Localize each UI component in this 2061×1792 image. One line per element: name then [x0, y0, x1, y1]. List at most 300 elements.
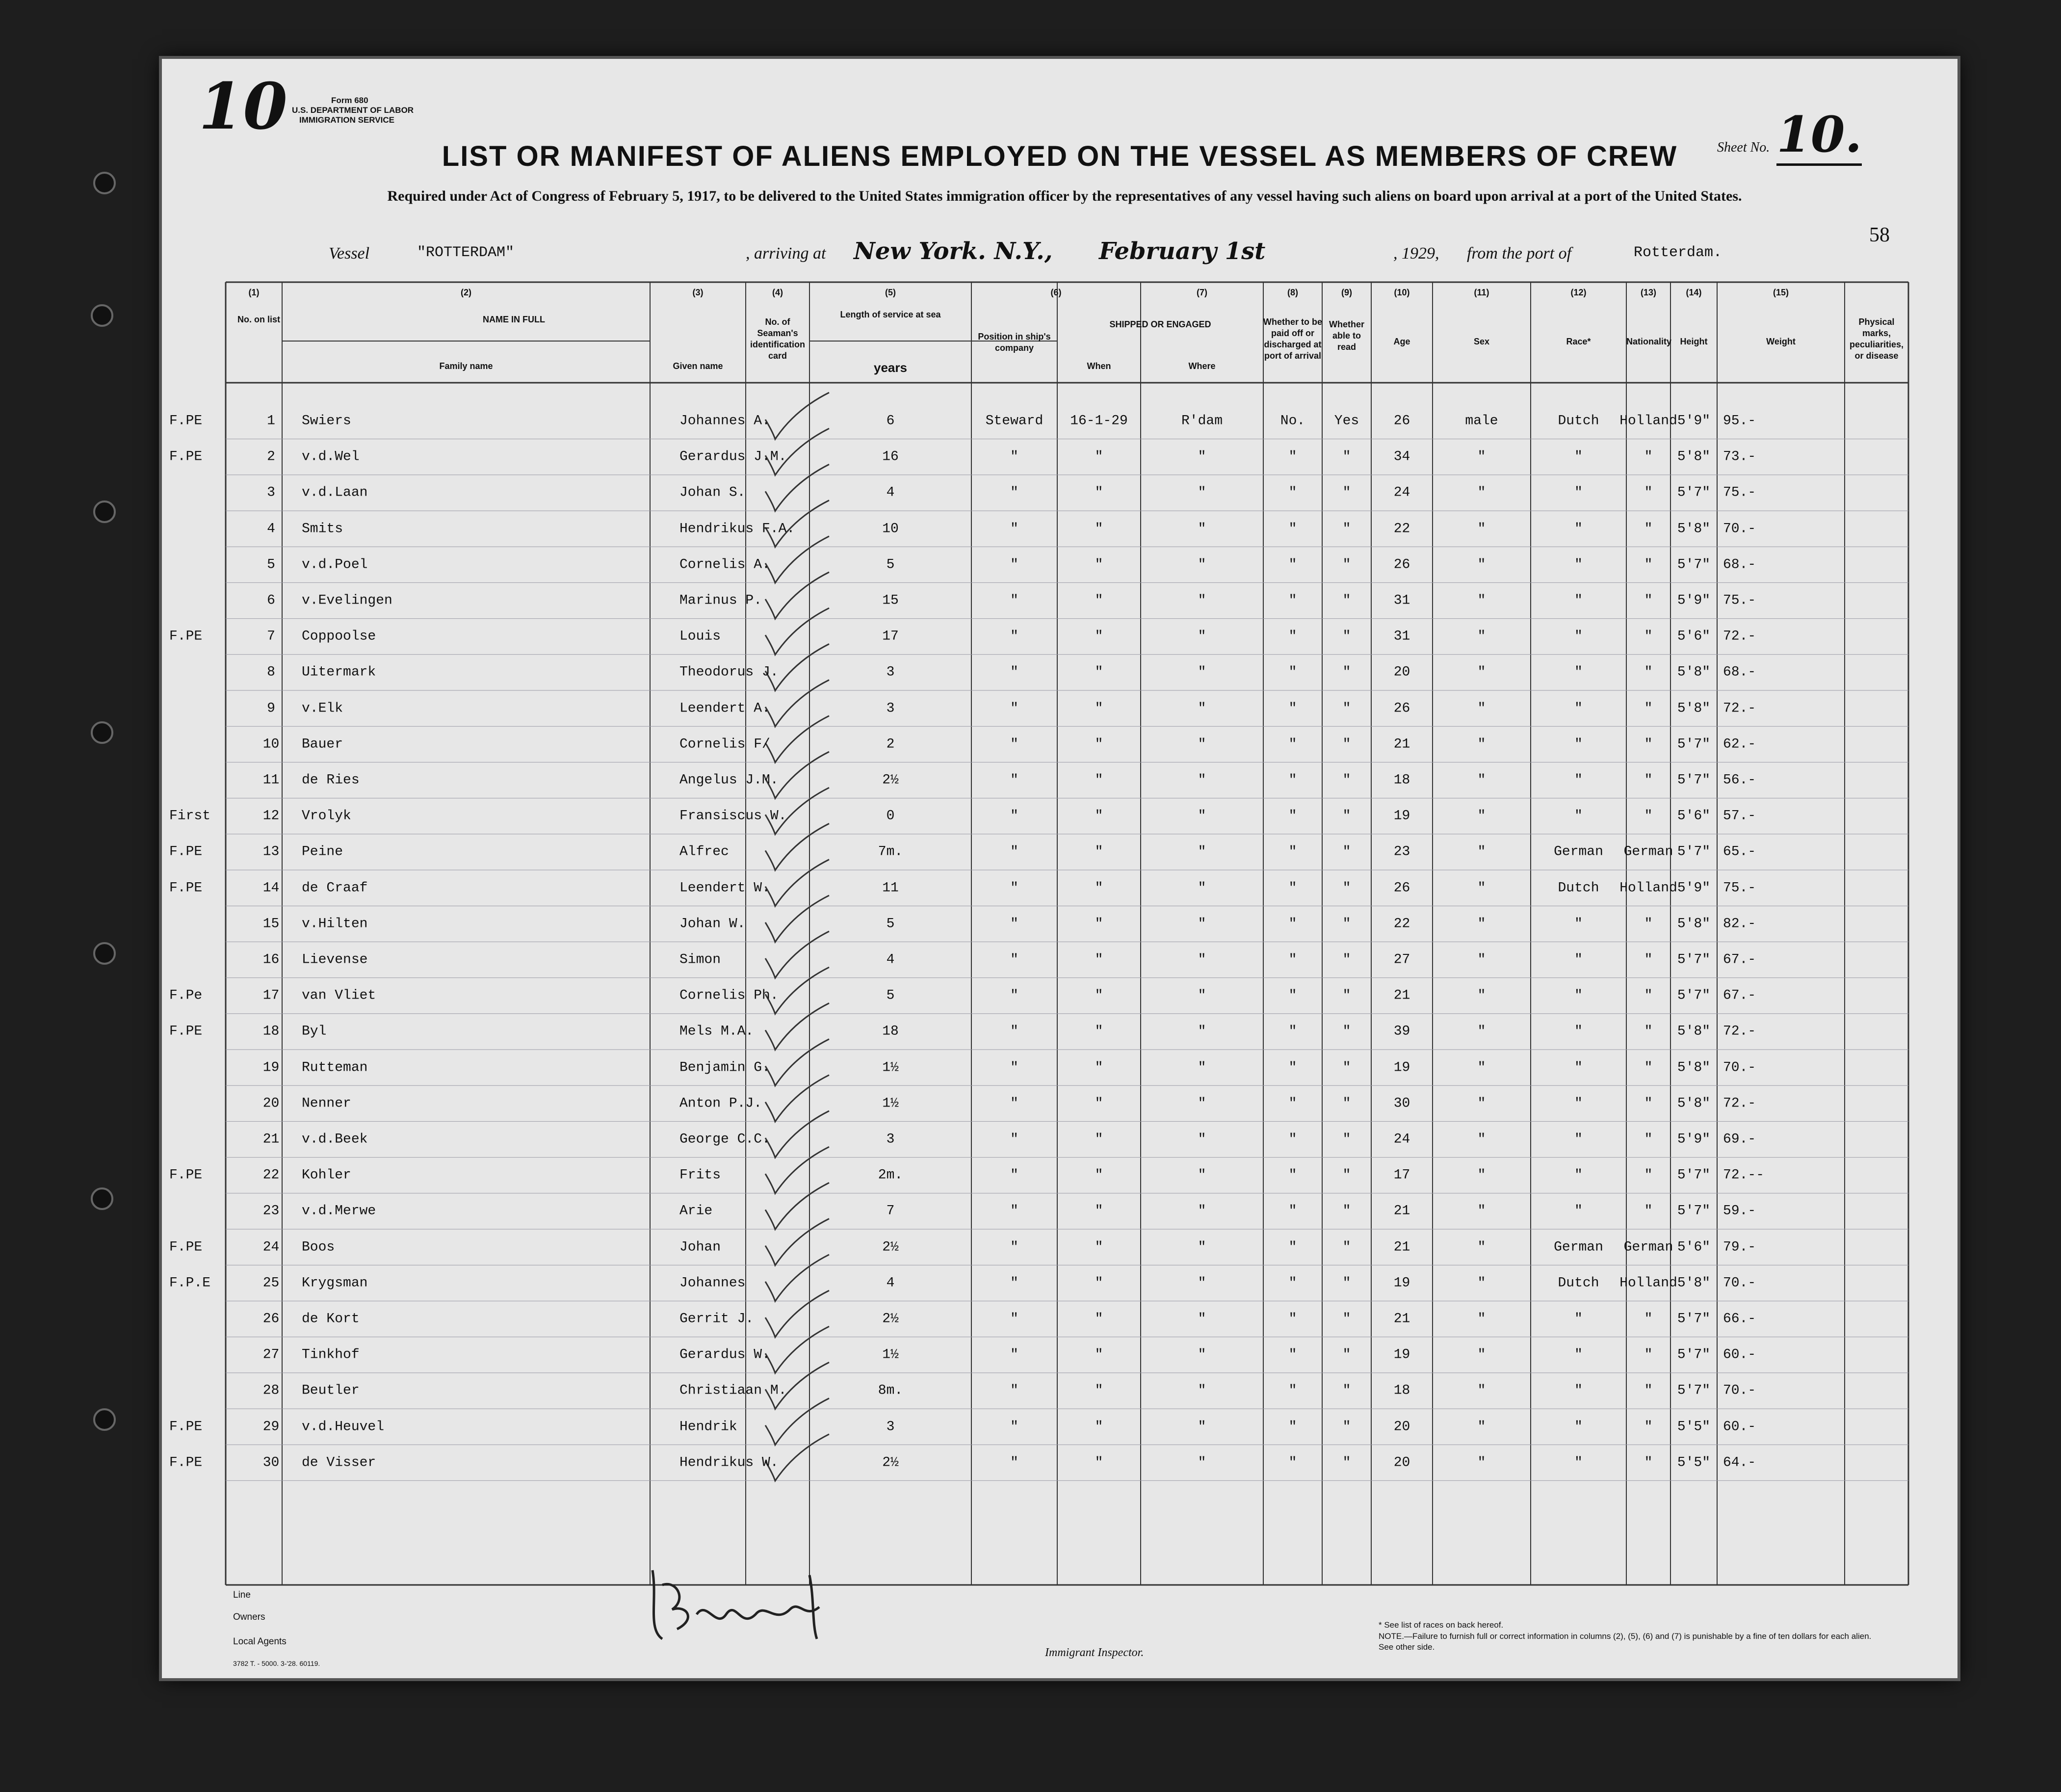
- header-age: Age: [1393, 337, 1410, 346]
- given-name: Fransiscus W.: [679, 808, 787, 824]
- able-to-read: Yes: [1334, 413, 1359, 429]
- able-to-read: ": [1342, 772, 1351, 788]
- race: ": [1574, 449, 1583, 465]
- vessel-name: "ROTTERDAM": [417, 244, 515, 261]
- header-where: Where: [1188, 361, 1216, 371]
- print-code: 3782 T. - 5000. 3-'28. 60119.: [233, 1660, 320, 1667]
- shipped-where: ": [1198, 521, 1206, 537]
- row-number: 7: [267, 629, 275, 644]
- nationality: ": [1644, 1311, 1653, 1327]
- check-mark: [765, 680, 829, 727]
- punch-hole: [93, 1408, 116, 1431]
- sheet-label: Sheet No.: [1717, 140, 1770, 155]
- age: 26: [1393, 880, 1410, 896]
- row-mark: F.PE: [169, 1024, 203, 1039]
- able-to-read: ": [1342, 449, 1351, 465]
- nationality: ": [1644, 521, 1653, 537]
- race: ": [1574, 485, 1583, 501]
- shipped-where: ": [1198, 952, 1206, 968]
- column-number: (2): [461, 288, 471, 297]
- weight: 67.-: [1723, 988, 1756, 1003]
- header-height: Height: [1680, 337, 1708, 346]
- paid-off: ": [1288, 593, 1297, 608]
- able-to-read: ": [1342, 1311, 1351, 1327]
- given-name: Benjamin G.: [679, 1060, 770, 1076]
- page-number: 58: [1869, 224, 1890, 246]
- family-name: v.Elk: [302, 701, 343, 716]
- weight: 66.-: [1723, 1311, 1756, 1327]
- sex: ": [1477, 1132, 1486, 1147]
- sex: ": [1477, 593, 1486, 608]
- height: 5'7": [1677, 557, 1711, 573]
- given-name: Simon: [679, 952, 721, 968]
- paid-off: ": [1288, 449, 1297, 465]
- age: 24: [1393, 1132, 1410, 1147]
- row-number: 28: [262, 1383, 280, 1398]
- check-mark: [765, 536, 829, 583]
- row-number: 4: [267, 521, 275, 537]
- given-name: Alfrec: [679, 844, 729, 860]
- family-name: Nenner: [302, 1096, 351, 1111]
- age: 39: [1393, 1024, 1410, 1039]
- race: ": [1574, 557, 1583, 573]
- inspector-signature: [643, 1555, 849, 1654]
- column-number: (11): [1474, 288, 1489, 297]
- page-subtitle: Required under Act of Congress of February 5, 1917, to be delivered to the United States immigration officer by the representatives of any vessel having such aliens on board upon arrival at a port of the United States.: [387, 188, 1742, 204]
- nationality: German: [1623, 844, 1673, 860]
- check-mark: [765, 1003, 829, 1050]
- weight: 70.-: [1723, 1060, 1756, 1076]
- position: ": [1010, 880, 1018, 896]
- given-name: Johan W.: [679, 916, 746, 932]
- height: 5'5": [1677, 1419, 1711, 1435]
- row-number: 14: [262, 880, 280, 896]
- service-length: 8m.: [878, 1383, 903, 1398]
- paid-off: ": [1288, 1132, 1297, 1147]
- punch-hole: [91, 721, 113, 744]
- height: 5'9": [1677, 413, 1711, 429]
- given-name: Marinus P.: [679, 593, 762, 608]
- weight: 72.--: [1723, 1167, 1765, 1183]
- given-name: Gerardus W.: [679, 1347, 770, 1363]
- department-name: U.S. DEPARTMENT OF LABOR: [292, 105, 414, 115]
- able-to-read: ": [1342, 664, 1351, 680]
- nationality: ": [1644, 1132, 1653, 1147]
- position: ": [1010, 521, 1018, 537]
- able-to-read: ": [1342, 737, 1351, 752]
- age: 20: [1393, 664, 1410, 680]
- footer-agents-label: Local Agents: [233, 1636, 287, 1647]
- row-number: 10: [262, 737, 280, 752]
- header-no-on-list: No. on list: [237, 315, 280, 324]
- position: ": [1010, 1096, 1018, 1111]
- nationality: ": [1644, 1419, 1653, 1435]
- given-name: Leendert A.: [679, 701, 770, 716]
- able-to-read: ": [1342, 880, 1351, 896]
- nationality: ": [1644, 952, 1653, 968]
- weight: 95.-: [1723, 413, 1756, 429]
- nationality: ": [1644, 1060, 1653, 1076]
- weight: 75.-: [1723, 880, 1756, 896]
- family-name: de Ries: [302, 772, 360, 788]
- family-name: Swiers: [302, 413, 351, 429]
- row-number: 26: [262, 1311, 280, 1327]
- header-sex: Sex: [1473, 337, 1490, 346]
- height: 5'7": [1677, 1203, 1711, 1219]
- race: ": [1574, 952, 1583, 968]
- weight: 82.-: [1723, 916, 1756, 932]
- weight: 57.-: [1723, 808, 1756, 824]
- shipped-when: ": [1095, 1060, 1103, 1076]
- able-to-read: ": [1342, 1275, 1351, 1291]
- paid-off: ": [1288, 952, 1297, 968]
- position: ": [1010, 629, 1018, 644]
- position: Steward: [985, 413, 1044, 429]
- given-name: Mels M.A.: [679, 1024, 754, 1039]
- position: ": [1010, 1024, 1018, 1039]
- nationality: ": [1644, 916, 1653, 932]
- age: 18: [1393, 772, 1410, 788]
- race: ": [1574, 664, 1583, 680]
- arriving-port: New York. N.Y.,: [854, 237, 1053, 265]
- shipped-where: ": [1198, 1275, 1206, 1291]
- shipped-where: ": [1198, 1203, 1206, 1219]
- able-to-read: ": [1342, 1239, 1351, 1255]
- shipped-when: ": [1095, 844, 1103, 860]
- nationality: Holland: [1619, 1275, 1677, 1291]
- check-mark: [765, 823, 829, 870]
- header-family-name: Family name: [439, 361, 493, 371]
- age: 27: [1393, 952, 1410, 968]
- given-name: Hendrikus W.: [679, 1455, 779, 1471]
- column-number: (9): [1341, 288, 1352, 297]
- weight: 67.-: [1723, 952, 1756, 968]
- given-name: Louis: [679, 629, 721, 644]
- shipped-when: ": [1095, 1132, 1103, 1147]
- height: 5'9": [1677, 593, 1711, 608]
- punch-hole: [93, 172, 116, 194]
- age: 24: [1393, 485, 1410, 501]
- weight: 75.-: [1723, 593, 1756, 608]
- shipped-when: ": [1095, 664, 1103, 680]
- row-number: 22: [262, 1167, 280, 1183]
- paid-off: ": [1288, 737, 1297, 752]
- able-to-read: ": [1342, 629, 1351, 644]
- able-to-read: ": [1342, 808, 1351, 824]
- age: 21: [1393, 1203, 1410, 1219]
- age: 26: [1393, 701, 1410, 716]
- race: Dutch: [1558, 880, 1599, 896]
- check-mark: [765, 608, 829, 655]
- paid-off: ": [1288, 916, 1297, 932]
- given-name: Hendrikus F.A.: [679, 521, 795, 537]
- position: ": [1010, 772, 1018, 788]
- shipped-where: ": [1198, 485, 1206, 501]
- height: 5'7": [1677, 485, 1711, 501]
- given-name: Gerardus J.M.: [679, 449, 787, 465]
- family-name: Rutteman: [302, 1060, 368, 1076]
- nationality: ": [1644, 449, 1653, 465]
- header-position: Position in ship's company: [978, 332, 1051, 353]
- age: 21: [1393, 737, 1410, 752]
- position: ": [1010, 1239, 1018, 1255]
- weight: 65.-: [1723, 844, 1756, 860]
- shipped-where: ": [1198, 701, 1206, 716]
- column-number: (12): [1570, 288, 1587, 297]
- given-name: Theodorus J.: [679, 664, 779, 680]
- family-name: Krygsman: [302, 1275, 368, 1291]
- check-mark: [765, 1326, 829, 1373]
- position: ": [1010, 664, 1018, 680]
- family-name: Lievense: [302, 952, 368, 968]
- sex: ": [1477, 701, 1486, 716]
- check-mark: [765, 1111, 829, 1158]
- weight: 60.-: [1723, 1347, 1756, 1363]
- height: 5'6": [1677, 808, 1711, 824]
- paid-off: ": [1288, 1096, 1297, 1111]
- able-to-read: ": [1342, 1060, 1351, 1076]
- nationality: Holland: [1619, 880, 1677, 896]
- row-number: 12: [262, 808, 280, 824]
- family-name: Smits: [302, 521, 343, 537]
- footer-line-label: Line: [233, 1590, 251, 1600]
- race: ": [1574, 1383, 1583, 1398]
- check-mark: [765, 1075, 829, 1122]
- row-number: 3: [267, 485, 275, 501]
- column-number: (13): [1640, 288, 1656, 297]
- paid-off: ": [1288, 988, 1297, 1003]
- nationality: German: [1623, 1239, 1673, 1255]
- sex: ": [1477, 772, 1486, 788]
- age: 34: [1393, 449, 1410, 465]
- age: 21: [1393, 988, 1410, 1003]
- shipped-where: ": [1198, 629, 1206, 644]
- shipped-when: ": [1095, 1419, 1103, 1435]
- shipped-when: ": [1095, 557, 1103, 573]
- row-number: 16: [262, 952, 280, 968]
- sex: ": [1477, 1239, 1486, 1255]
- weight: 70.-: [1723, 521, 1756, 537]
- nationality: ": [1644, 772, 1653, 788]
- weight: 75.-: [1723, 485, 1756, 501]
- able-to-read: ": [1342, 1455, 1351, 1471]
- row-number: 1: [267, 413, 275, 429]
- family-name: de Craaf: [302, 880, 368, 896]
- sex: ": [1477, 521, 1486, 537]
- shipped-when: ": [1095, 916, 1103, 932]
- nationality: ": [1644, 808, 1653, 824]
- family-name: v.d.Wel: [302, 449, 360, 465]
- weight: 72.-: [1723, 1024, 1756, 1039]
- row-mark: F.PE: [169, 449, 203, 465]
- shipped-where: R'dam: [1181, 413, 1223, 429]
- row-number: 8: [267, 664, 275, 680]
- given-name: Leendert W.: [679, 880, 770, 896]
- paid-off: ": [1288, 629, 1297, 644]
- row-number: 11: [262, 772, 280, 788]
- nationality: ": [1644, 557, 1653, 573]
- family-name: Kohler: [302, 1167, 351, 1183]
- age: 22: [1393, 916, 1410, 932]
- shipped-when: ": [1095, 701, 1103, 716]
- nationality: ": [1644, 701, 1653, 716]
- punch-hole: [91, 1187, 113, 1210]
- family-name: Beutler: [302, 1383, 360, 1398]
- position: ": [1010, 485, 1018, 501]
- given-name: Angelus J.M.: [679, 772, 779, 788]
- service-length: 7m.: [878, 844, 903, 860]
- service-name: IMMIGRATION SERVICE: [299, 115, 394, 125]
- able-to-read: ": [1342, 1024, 1351, 1039]
- race: German: [1554, 1239, 1603, 1255]
- weight: 62.-: [1723, 737, 1756, 752]
- shipped-where: ": [1198, 449, 1206, 465]
- row-number: 30: [262, 1455, 280, 1471]
- paid-off: ": [1288, 1203, 1297, 1219]
- family-name: v.d.Laan: [302, 485, 368, 501]
- able-to-read: ": [1342, 916, 1351, 932]
- paid-off: ": [1288, 880, 1297, 896]
- shipped-when: ": [1095, 1096, 1103, 1111]
- race: ": [1574, 1132, 1583, 1147]
- given-name: Gerrit J.: [679, 1311, 754, 1327]
- family-name: Uitermark: [302, 664, 376, 680]
- weight: 68.-: [1723, 557, 1756, 573]
- given-name: Christiaan M.: [679, 1383, 787, 1398]
- nationality: ": [1644, 629, 1653, 644]
- service-length: 10: [882, 521, 899, 537]
- service-length: 3: [886, 1419, 895, 1435]
- sex: ": [1477, 1347, 1486, 1363]
- row-number: 19: [262, 1060, 280, 1076]
- shipped-when: ": [1095, 1167, 1103, 1183]
- position: ": [1010, 1419, 1018, 1435]
- service-length: 17: [882, 629, 899, 644]
- weight: 56.-: [1723, 772, 1756, 788]
- header-when: When: [1087, 361, 1111, 371]
- row-mark: F.P.E: [169, 1275, 211, 1291]
- check-mark: [765, 1183, 829, 1229]
- race: ": [1574, 629, 1583, 644]
- given-name: Frits: [679, 1167, 721, 1183]
- given-name: Johannes A.: [679, 413, 770, 429]
- header-length-unit: years: [874, 360, 907, 375]
- shipped-where: ": [1198, 988, 1206, 1003]
- weight: 70.-: [1723, 1275, 1756, 1291]
- position: ": [1010, 916, 1018, 932]
- row-number: 20: [262, 1096, 280, 1111]
- height: 5'7": [1677, 1167, 1711, 1183]
- given-name: Anton P.J.: [679, 1096, 762, 1111]
- service-length: 18: [882, 1024, 899, 1039]
- height: 5'5": [1677, 1455, 1711, 1471]
- column-number: (1): [248, 288, 260, 297]
- paid-off: ": [1288, 808, 1297, 824]
- note-races: * See list of races on back hereof.: [1379, 1620, 1504, 1630]
- given-name: Johan: [679, 1239, 721, 1255]
- row-number: 21: [262, 1132, 280, 1147]
- able-to-read: ": [1342, 1167, 1351, 1183]
- service-length: 3: [886, 1132, 895, 1147]
- nationality: ": [1644, 485, 1653, 501]
- shipped-when: ": [1095, 1455, 1103, 1471]
- able-to-read: ": [1342, 988, 1351, 1003]
- header-race: Race*: [1566, 337, 1591, 346]
- height: 5'6": [1677, 629, 1711, 644]
- position: ": [1010, 1203, 1018, 1219]
- weight: 68.-: [1723, 664, 1756, 680]
- position: ": [1010, 844, 1018, 860]
- able-to-read: ": [1342, 1383, 1351, 1398]
- family-name: v.d.Heuvel: [302, 1419, 385, 1435]
- shipped-when: ": [1095, 952, 1103, 968]
- given-name: George C.C.: [679, 1132, 770, 1147]
- column-number: (15): [1773, 288, 1789, 297]
- shipped-where: ": [1198, 1024, 1206, 1039]
- check-mark: [765, 1219, 829, 1265]
- check-mark: [765, 931, 829, 978]
- able-to-read: ": [1342, 593, 1351, 608]
- race: ": [1574, 1311, 1583, 1327]
- height: 5'7": [1677, 1383, 1711, 1398]
- form-number: Form 680: [331, 96, 368, 105]
- able-to-read: ": [1342, 1347, 1351, 1363]
- column-number: (3): [692, 288, 704, 297]
- row-number: 2: [267, 449, 275, 465]
- weight: 64.-: [1723, 1455, 1756, 1471]
- sex: ": [1477, 1060, 1486, 1076]
- service-length: 16: [882, 449, 899, 465]
- row-mark: F.PE: [169, 844, 203, 860]
- shipped-where: ": [1198, 1455, 1206, 1471]
- sex: ": [1477, 557, 1486, 573]
- punch-hole: [93, 942, 116, 965]
- row-mark: First: [169, 808, 211, 824]
- service-length: 4: [886, 952, 895, 968]
- sex: ": [1477, 1419, 1486, 1435]
- row-number: 6: [267, 593, 275, 608]
- column-number: (8): [1287, 288, 1298, 297]
- paid-off: ": [1288, 1060, 1297, 1076]
- weight: 70.-: [1723, 1383, 1756, 1398]
- family-name: de Visser: [302, 1455, 376, 1471]
- able-to-read: ": [1342, 521, 1351, 537]
- family-name: Coppoolse: [302, 629, 376, 644]
- nationality: ": [1644, 1383, 1653, 1398]
- row-number: 25: [262, 1275, 280, 1291]
- race: Dutch: [1558, 1275, 1599, 1291]
- column-number: (4): [772, 288, 783, 297]
- family-name: Vrolyk: [302, 808, 351, 824]
- position: ": [1010, 1383, 1018, 1398]
- check-mark: [765, 1255, 829, 1301]
- sex: male: [1465, 413, 1498, 429]
- inspector-label: Immigrant Inspector.: [1045, 1646, 1144, 1659]
- race: ": [1574, 1060, 1583, 1076]
- shipped-where: ": [1198, 1096, 1206, 1111]
- shipped-where: ": [1198, 808, 1206, 824]
- height: 5'8": [1677, 521, 1711, 537]
- position: ": [1010, 593, 1018, 608]
- nationality: ": [1644, 737, 1653, 752]
- check-mark: [765, 716, 829, 763]
- paid-off: ": [1288, 521, 1297, 537]
- sex: ": [1477, 449, 1486, 465]
- sex: ": [1477, 485, 1486, 501]
- row-mark: F.Pe: [169, 988, 203, 1003]
- family-name: v.Evelingen: [302, 593, 392, 608]
- row-number: 17: [262, 988, 280, 1003]
